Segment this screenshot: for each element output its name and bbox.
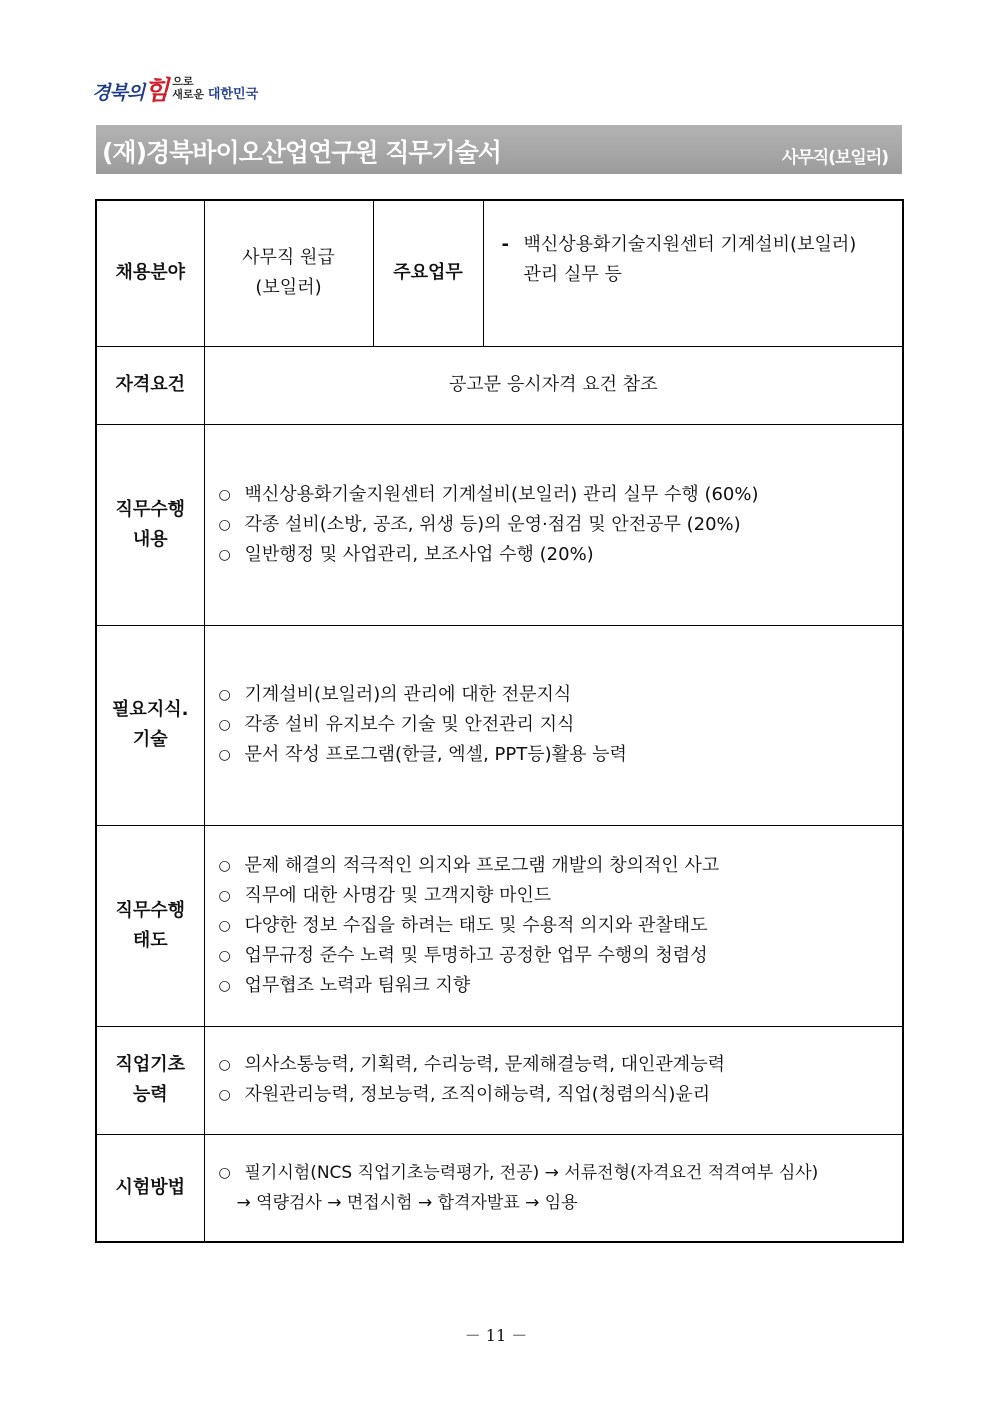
qualification-label: 자격요건 bbox=[96, 346, 204, 424]
logo bbox=[92, 70, 258, 106]
exam-line1: ○ 필기시험(NCS 직업기초능력평가, 전공) → 서류전형(자격요건 적격여부 심사) bbox=[219, 1158, 895, 1188]
page-title: (재)경북바이오산업연구원 직무기술서 bbox=[102, 138, 501, 167]
list-item: ○ 업무규정 준수 노력 및 투명하고 공정한 업무 수행의 청렴성 bbox=[219, 941, 895, 971]
row-knowledge bbox=[96, 625, 903, 825]
exam-method-value bbox=[204, 1134, 903, 1242]
logo-script: 경북의힘 bbox=[92, 75, 169, 106]
list-item: ○ 각종 설비 유지보수 기술 및 안전관리 지식 bbox=[219, 710, 895, 740]
attitude-label: 직무수행 태도 bbox=[96, 825, 204, 1026]
logo-mark: 힘 bbox=[144, 75, 169, 106]
row-basic-ability bbox=[96, 1026, 903, 1134]
list-item: ○ 자원관리능력, 정보능력, 조직이해능력, 직업(청렴의식)윤리 bbox=[219, 1080, 895, 1110]
duty-content-label: 직무수행 내용 bbox=[96, 424, 204, 625]
list-item: ○ 직무에 대한 사명감 및 고객지향 마인드 bbox=[219, 881, 895, 911]
duty-content-list bbox=[204, 424, 903, 625]
logo-slogan-bottom: 새로운 대한민국 bbox=[172, 87, 259, 102]
title-bar bbox=[96, 125, 902, 174]
exam-method-label: 시험방법 bbox=[96, 1134, 204, 1242]
knowledge-label: 필요지식. 기술 bbox=[96, 625, 204, 825]
page-subtitle: 사무직(보일러) bbox=[781, 148, 888, 168]
list-item: ○ 다양한 정보 수집을 하려는 태도 및 수용적 의지와 관찰태도 bbox=[219, 911, 895, 941]
row-duty-content bbox=[96, 424, 903, 625]
row-qualification bbox=[96, 346, 903, 424]
field-value-line2: (보일러) bbox=[255, 277, 322, 299]
list-item: ○ 일반행정 및 사업관리, 보조사업 수행 (20%) bbox=[219, 540, 895, 570]
row-exam-method bbox=[96, 1134, 903, 1242]
main-duty-label: 주요업무 bbox=[373, 200, 483, 346]
basic-ability-label: 직업기초 능력 bbox=[96, 1026, 204, 1134]
main-duty-line2: 관리 실무 등 bbox=[523, 264, 622, 286]
knowledge-list bbox=[204, 625, 903, 825]
main-duty-value bbox=[483, 200, 903, 346]
field-value-line1: 사무직 원급 bbox=[242, 247, 335, 269]
list-item: ○ 각종 설비(소방, 공조, 위생 등)의 운영·점검 및 안전공무 (20%) bbox=[219, 510, 895, 540]
qualification-value: 공고문 응시자격 요건 참조 bbox=[204, 346, 903, 424]
field-value bbox=[204, 200, 373, 346]
main-duty-line1: 백신상용화기술지원센터 기계설비(보일러) bbox=[523, 234, 857, 256]
logo-slogan-top: 으로 bbox=[172, 75, 194, 88]
row-attitude bbox=[96, 825, 903, 1026]
exam-line2: → 역량검사 → 면접시험 → 합격자발표 → 임용 bbox=[236, 1192, 578, 1213]
job-description-table bbox=[95, 199, 904, 1243]
list-item: ○ 문서 작성 프로그램(한글, 엑셀, PPT등)활용 능력 bbox=[219, 740, 895, 770]
row-field bbox=[96, 200, 903, 346]
field-label: 채용분야 bbox=[96, 200, 204, 346]
list-item: ○ 의사소통능력, 기획력, 수리능력, 문제해결능력, 대인관계능력 bbox=[219, 1050, 895, 1080]
list-item: ○ 문제 해결의 적극적인 의지와 프로그램 개발의 창의적인 사고 bbox=[219, 851, 895, 881]
list-item: ○ 기계설비(보일러)의 관리에 대한 전문지식 bbox=[219, 680, 895, 710]
dash-marker: - bbox=[501, 234, 509, 256]
attitude-list bbox=[204, 825, 903, 1026]
page-number: － 11 － bbox=[464, 1326, 528, 1345]
basic-ability-list bbox=[204, 1026, 903, 1134]
logo-slogan bbox=[172, 75, 258, 101]
list-item: ○ 업무협조 노력과 팀워크 지향 bbox=[219, 971, 895, 1001]
list-item: ○ 백신상용화기술지원센터 기계설비(보일러) 관리 실무 수행 (60%) bbox=[219, 480, 895, 510]
